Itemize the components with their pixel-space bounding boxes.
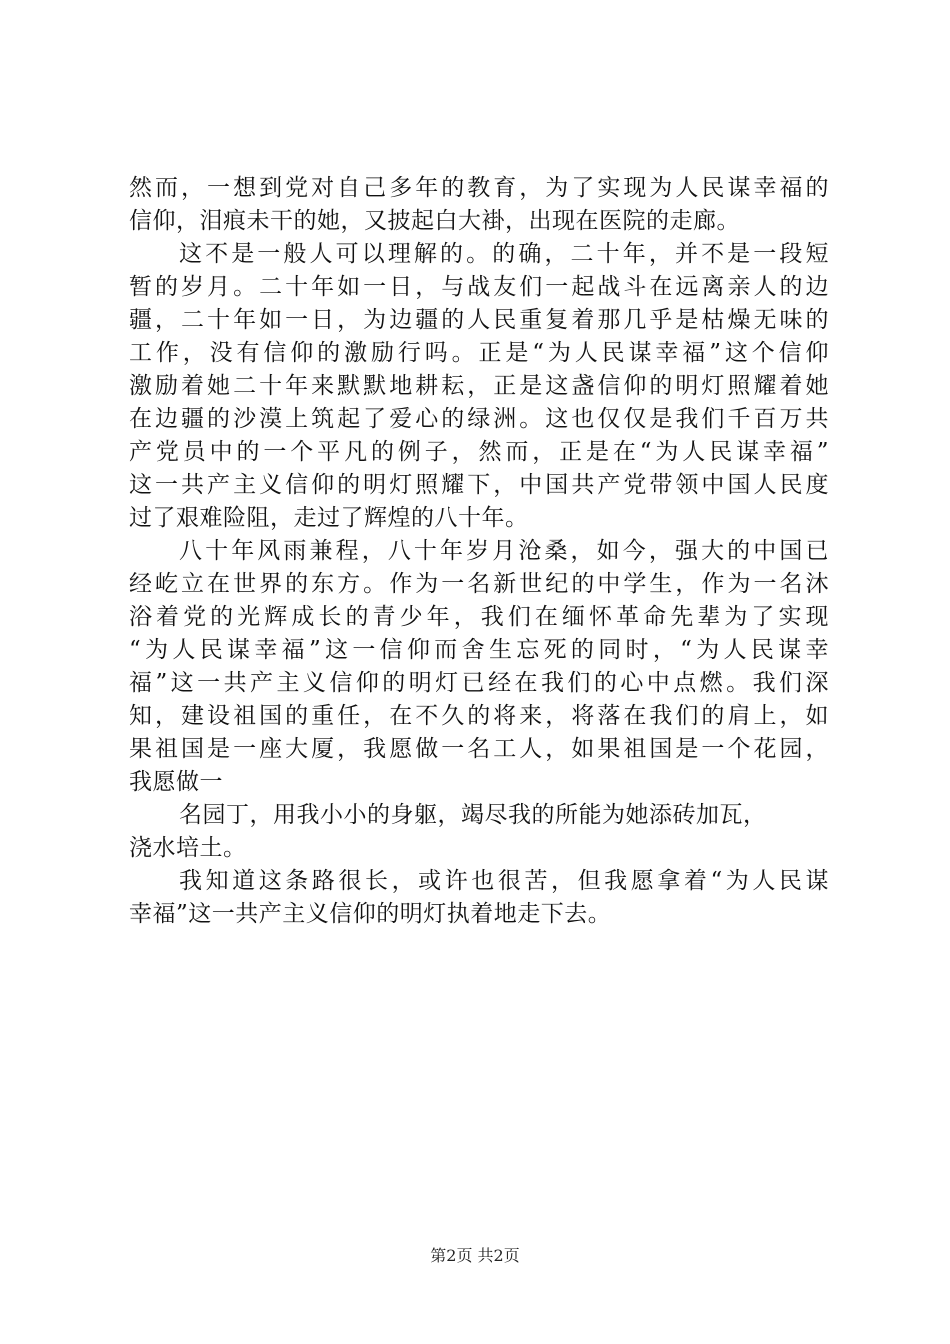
text-line: 疆，二十年如一日，为边疆的人民重复着那几乎是枯燥无味的 xyxy=(129,307,829,333)
text-line: “为人民谋幸福”这一信仰而舍生忘死的同时，“为人民谋幸 xyxy=(129,637,829,663)
text-line: 过了艰难险阻，走过了辉煌的八十年。 xyxy=(129,505,529,531)
text-line: 激励着她二十年来默默地耕耘，正是这盏信仰的明灯照耀着她 xyxy=(129,373,829,399)
body-text xyxy=(129,172,829,931)
text-line: 浇水培土。 xyxy=(129,835,247,861)
text-line: 经屹立在世界的东方。作为一名新世纪的中学生，作为一名沐 xyxy=(129,571,829,597)
text-line: 这一共产主义信仰的明灯照耀下，中国共产党带领中国人民度 xyxy=(129,472,829,498)
text-line: 我知道这条路很长，或许也很苦，但我愿拿着“为人民谋 xyxy=(179,868,829,894)
text-line: 暂的岁月。二十年如一日，与战友们一起战斗在远离亲人的边 xyxy=(129,274,829,300)
text-line: 工作，没有信仰的激励行吗。正是“为人民谋幸福”这个信仰 xyxy=(129,340,829,366)
text-line: 信仰，泪痕未干的她，又披起白大褂，出现在医院的走廊。 xyxy=(129,208,740,234)
text-line: 名园丁，用我小小的身躯，竭尽我的所能为她添砖加瓦， xyxy=(179,802,767,828)
text-line: 产党员中的一个平凡的例子，然而，正是在“为人民谋幸福” xyxy=(129,439,829,465)
text-line: 我愿做一 xyxy=(129,769,223,795)
text-line: 福”这一共产主义信仰的明灯已经在我们的心中点燃。我们深 xyxy=(129,670,829,696)
text-line: 这不是一般人可以理解的。的确，二十年，并不是一段短 xyxy=(179,241,829,267)
text-line: 在边疆的沙漠上筑起了爱心的绿洲。这也仅仅是我们千百万共 xyxy=(129,406,829,432)
text-line: 八十年风雨兼程，八十年岁月沧桑，如今，强大的中国已 xyxy=(179,538,829,564)
text-line: 浴着党的光辉成长的青少年，我们在缅怀革命先辈为了实现 xyxy=(129,604,829,630)
text-line: 幸福”这一共产主义信仰的明灯执着地走下去。 xyxy=(129,901,612,927)
text-line: 果祖国是一座大厦，我愿做一名工人，如果祖国是一个花园， xyxy=(129,736,829,762)
text-line: 知，建设祖国的重任，在不久的将来，将落在我们的肩上，如 xyxy=(129,703,829,729)
text-line: 然而，一想到党对自己多年的教育，为了实现为人民谋幸福的 xyxy=(129,175,829,201)
page-number-footer: 第2页 共2页 xyxy=(430,1246,520,1265)
